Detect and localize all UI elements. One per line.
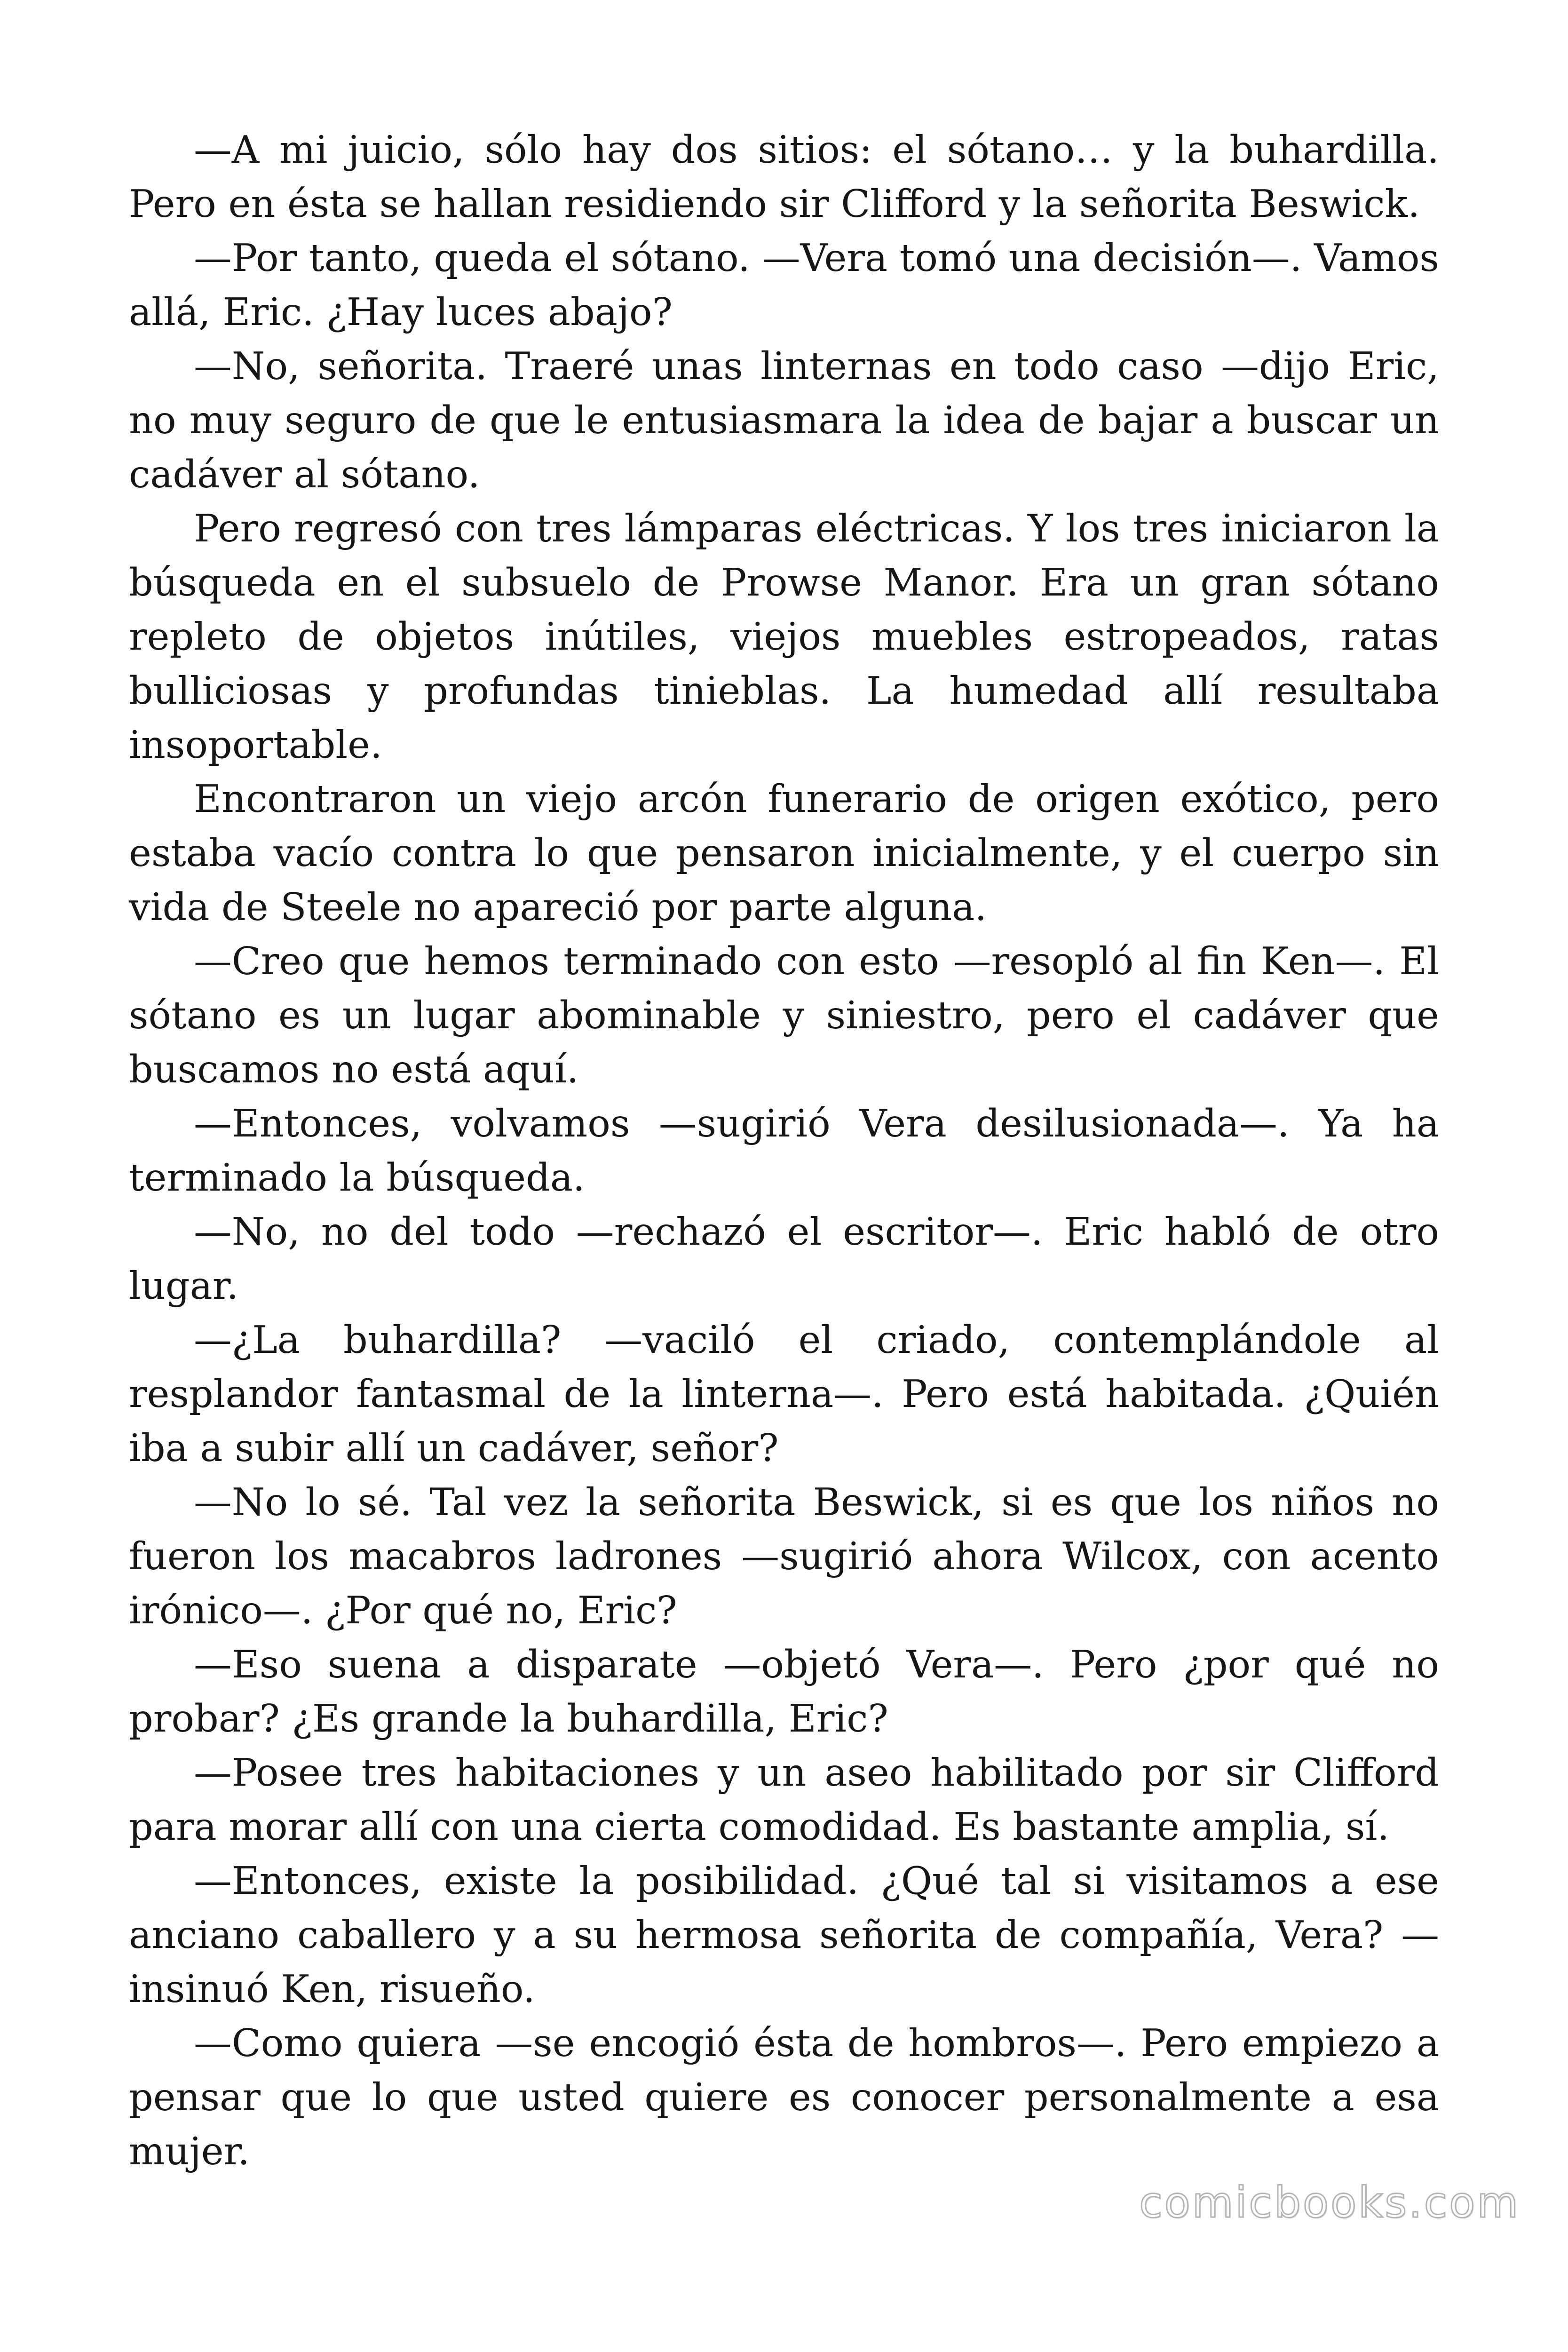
paragraph: —A mi juicio, sólo hay dos sitios: el sótano… y la buhardilla. Pero en ésta se hallan residiendo sir Clifford y la señorita Beswick. bbox=[129, 128, 1439, 226]
paragraph: —Creo que hemos terminado con esto —resopló al fin Ken—. El sótano es un lugar abominable y siniestro, pero el cadáver que buscamos no está aquí. bbox=[129, 939, 1439, 1092]
paragraph: —Entonces, volvamos —sugirió Vera desilusionada—. Ya ha terminado la búsqueda. bbox=[129, 1102, 1439, 1200]
paragraph: —¿La buhardilla? —vaciló el criado, contemplándole al resplandor fantasmal de la linterna—. Pero está habitada. ¿Quién iba a subir allí un cadáver, señor? bbox=[129, 1318, 1439, 1470]
paragraph: —No, señorita. Traeré unas linternas en todo caso —dijo Eric, no muy seguro de que le entusiasmara la idea de bajar a buscar un cadáver al sótano. bbox=[129, 344, 1439, 497]
paragraph: —Entonces, existe la posibilidad. ¿Qué tal si visitamos a ese anciano caballero y a su hermosa señorita de compañía, Vera? —insinuó Ken, risueño. bbox=[129, 1859, 1439, 2011]
paragraph: —Por tanto, queda el sótano. —Vera tomó una decisión—. Vamos allá, Eric. ¿Hay luces abajo? bbox=[129, 236, 1439, 334]
paragraph: Encontraron un viejo arcón funerario de origen exótico, pero estaba vacío contra lo que pensaron inicialmente, y el cuerpo sin vida de Steele no apareció por parte alguna. bbox=[129, 777, 1439, 930]
paragraph: —Eso suena a disparate —objetó Vera—. Pero ¿por qué no probar? ¿Es grande la buhardilla, Eric? bbox=[129, 1643, 1439, 1741]
watermark: comicbooks.com bbox=[1139, 2178, 1520, 2227]
page-body-text bbox=[129, 123, 1439, 2179]
paragraph: —No, no del todo —rechazó el escritor—. Eric habló de otro lugar. bbox=[129, 1210, 1439, 1308]
paragraph: Pero regresó con tres lámparas eléctricas. Y los tres iniciaron la búsqueda en el subsuelo de Prowse Manor. Era un gran sótano repleto de objetos inútiles, viejos muebles estropeados, ratas bulliciosas y profundas tinieblas. La humedad allí resultaba insoportable. bbox=[129, 507, 1439, 767]
paragraph: —Posee tres habitaciones y un aseo habilitado por sir Clifford para morar allí con una cierta comodidad. Es bastante amplia, sí. bbox=[129, 1751, 1439, 1849]
paragraph: —Como quiera —se encogió ésta de hombros—. Pero empiezo a pensar que lo que usted quiere es conocer personalmente a esa mujer. bbox=[129, 2021, 1439, 2174]
paragraph: —No lo sé. Tal vez la señorita Beswick, si es que los niños no fueron los macabros ladrones —sugirió ahora Wilcox, con acento irónico—. ¿Por qué no, Eric? bbox=[129, 1480, 1439, 1633]
